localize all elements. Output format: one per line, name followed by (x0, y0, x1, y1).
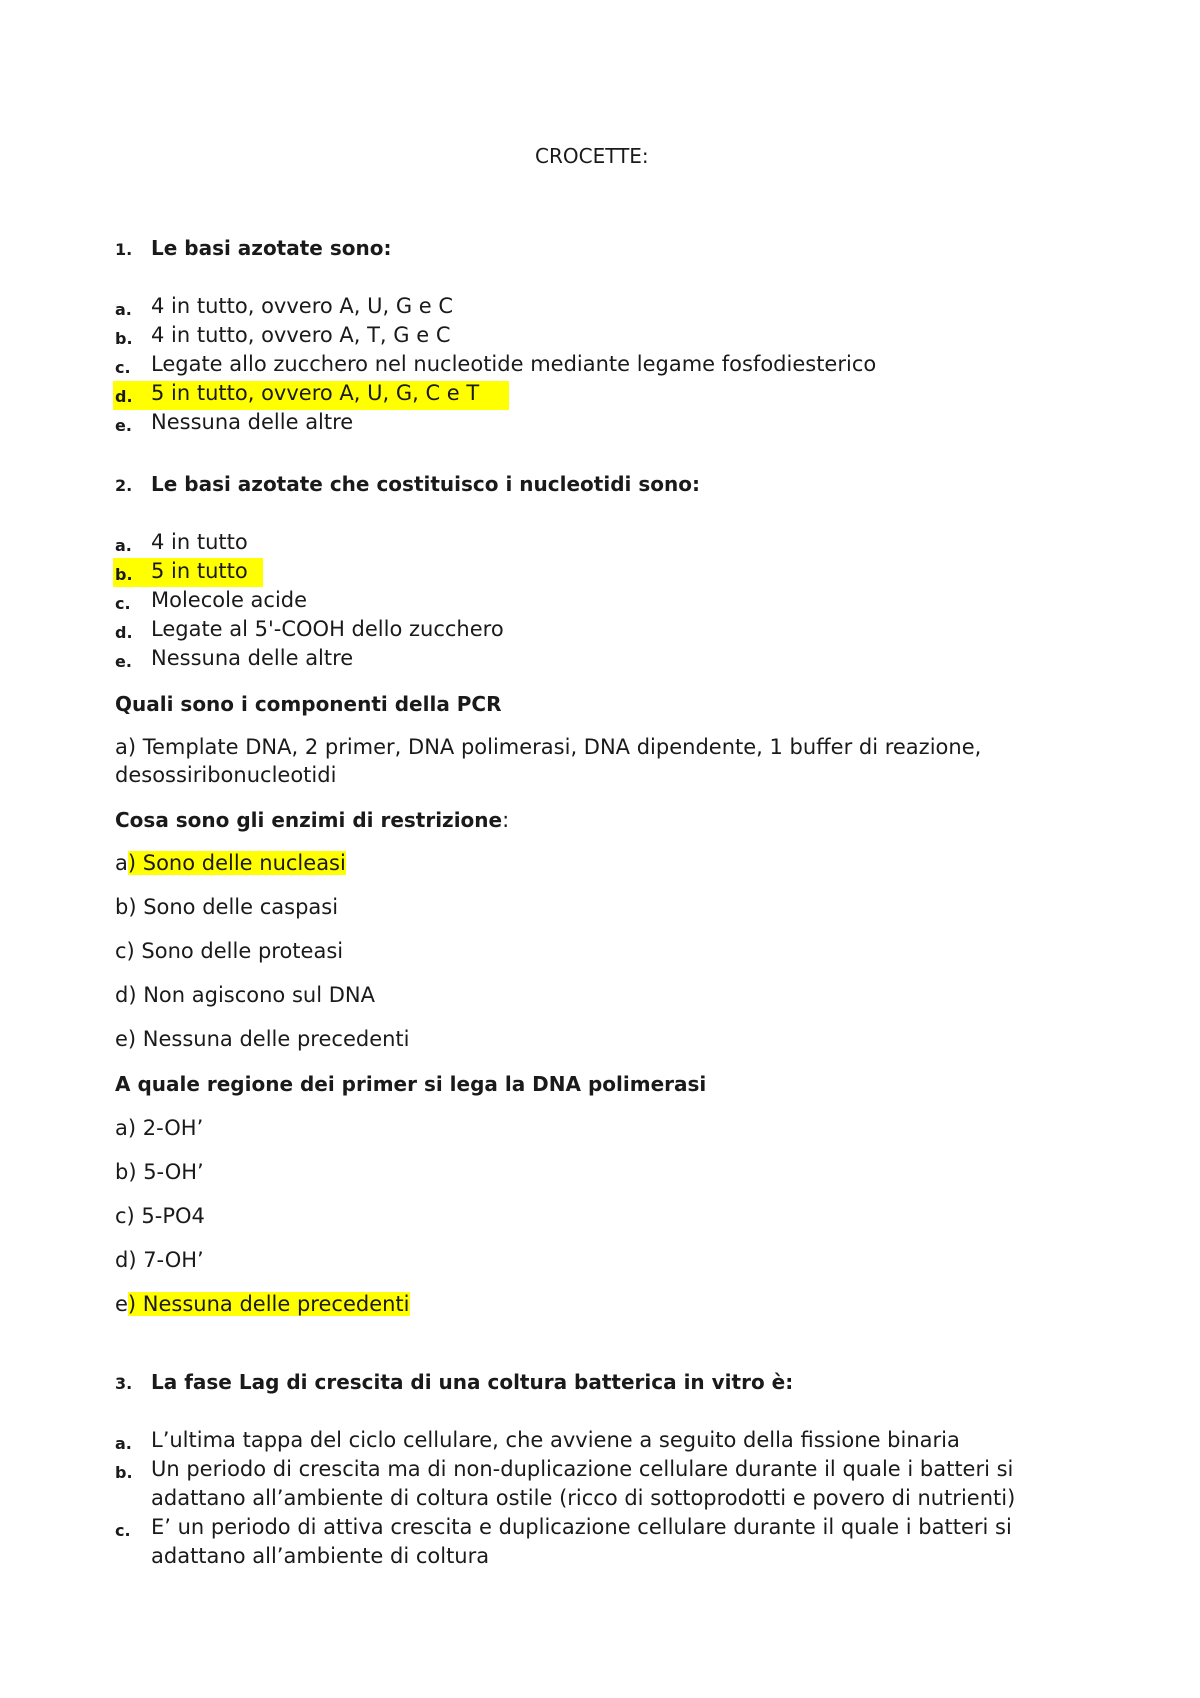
question-heading (115, 808, 509, 832)
question-number: 1. (115, 240, 133, 259)
question-colon: : (502, 808, 510, 832)
option-text-correct (115, 1292, 410, 1316)
option-text: c) Sono delle proteasi (115, 939, 344, 963)
answer-highlight: ) Nessuna delle precedenti (127, 1292, 410, 1316)
option-text: L’ultima tappa del ciclo cellulare, che avviene a seguito della fissione binaria (151, 1428, 960, 1452)
option-text: E’ un periodo di attiva crescita e duplicazione cellulare durante il quale i batteri si (151, 1515, 1012, 1539)
option-label: c. (115, 1521, 131, 1540)
option-label: b. (115, 1463, 133, 1482)
option-label: d. (115, 623, 133, 642)
option-text: e) Nessuna delle precedenti (115, 1027, 410, 1051)
option-label: b. (115, 565, 133, 584)
option-label: e. (115, 416, 132, 435)
option-text-correct: 5 in tutto (151, 559, 248, 583)
question-text: Le basi azotate che costituisco i nucleotidi sono: (151, 472, 700, 496)
option-text-correct (115, 851, 346, 875)
page-title: CROCETTE: (535, 144, 649, 168)
question-text: La fase Lag di crescita di una coltura batterica in vitro è: (151, 1370, 794, 1394)
question-text: Le basi azotate sono: (151, 236, 392, 260)
option-text: d) 7-OH’ (115, 1248, 204, 1272)
option-text-continued: adattano all’ambiente di coltura (151, 1544, 490, 1568)
question-text: A quale regione dei primer si lega la DNA polimerasi (115, 1072, 707, 1096)
option-prefix: e (115, 1292, 128, 1316)
answer-line: desossiribonucleotidi (115, 763, 337, 787)
option-label: a. (115, 1434, 132, 1453)
option-text: c) 5-PO4 (115, 1204, 205, 1228)
option-label: d. (115, 387, 133, 406)
option-text: 4 in tutto, ovvero A, T, G e C (151, 323, 451, 347)
option-text: a) 2-OH’ (115, 1116, 204, 1140)
option-label: c. (115, 594, 131, 613)
option-text: Molecole acide (151, 588, 308, 612)
question-number: 2. (115, 476, 133, 495)
answer-line: a) Template DNA, 2 primer, DNA polimerasi, DNA dipendente, 1 buffer di reazione, (115, 735, 982, 759)
option-text: b) 5-OH’ (115, 1160, 204, 1184)
option-label: b. (115, 329, 133, 348)
question-text: Cosa sono gli enzimi di restrizione (115, 808, 503, 832)
answer-highlight: ) Sono delle nucleasi (127, 851, 346, 875)
option-prefix: a (115, 851, 128, 875)
option-text-continued: adattano all’ambiente di coltura ostile (ricco di sottoprodotti e povero di nutrienti) (151, 1486, 1016, 1510)
option-text: Nessuna delle altre (151, 646, 354, 670)
option-label: a. (115, 536, 132, 555)
option-text: Un periodo di crescita ma di non-duplicazione cellulare durante il quale i batteri si (151, 1457, 1014, 1481)
option-label: e. (115, 652, 132, 671)
option-text: 4 in tutto, ovvero A, U, G e C (151, 294, 454, 318)
question-text: Quali sono i componenti della PCR (115, 692, 502, 716)
option-text: 4 in tutto (151, 530, 248, 554)
option-text-correct: 5 in tutto, ovvero A, U, G, C e T (151, 381, 480, 405)
option-text: Legate al 5'-COOH dello zucchero (151, 617, 504, 641)
option-text: Legate allo zucchero nel nucleotide mediante legame fosfodiesterico (151, 352, 877, 376)
option-text: d) Non agiscono sul DNA (115, 983, 375, 1007)
question-number: 3. (115, 1374, 133, 1393)
option-label: a. (115, 300, 132, 319)
option-label: c. (115, 358, 131, 377)
option-text: Nessuna delle altre (151, 410, 354, 434)
option-text: b) Sono delle caspasi (115, 895, 339, 919)
